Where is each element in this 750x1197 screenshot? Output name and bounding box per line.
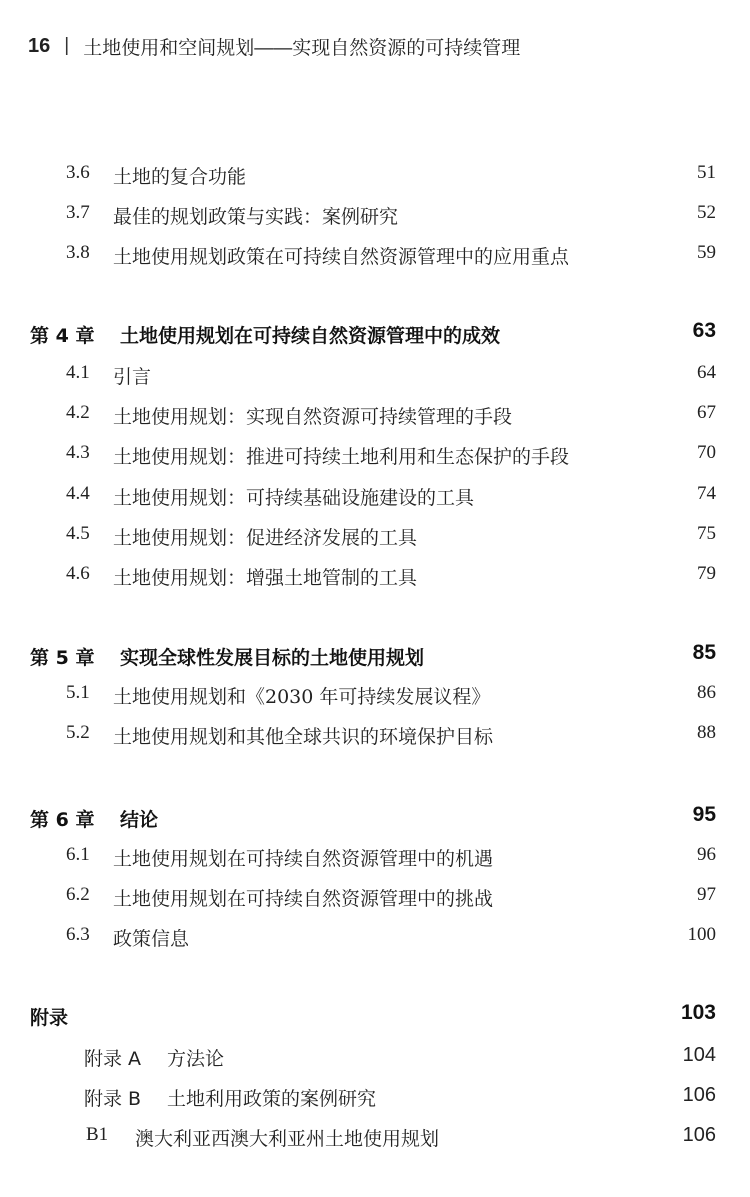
toc-chapter-6 <box>0 799 750 833</box>
page-ref: 79 <box>697 563 716 584</box>
toc-entry-5-2 <box>0 716 750 750</box>
page-ref: 86 <box>697 682 716 703</box>
section-title: 澳大利亚西澳大利亚州土地使用规划 <box>135 1128 440 1150</box>
section-number: 4.1 <box>66 362 90 383</box>
section-title: 土地使用规划：推进可持续土地利用和生态保护的手段 <box>113 446 570 468</box>
toc-entry-5-1 <box>0 676 750 710</box>
page-ref: 97 <box>697 884 716 905</box>
section-number: 3.6 <box>66 162 90 183</box>
page-ref: 104 <box>682 1044 716 1066</box>
section-title: 政策信息 <box>113 928 190 950</box>
chapter-number: 第 6 章 <box>30 809 95 831</box>
chapter-title: 土地使用规划在可持续自然资源管理中的成效 <box>120 325 501 347</box>
section-number: 4.3 <box>66 442 90 463</box>
page-ref: 63 <box>692 319 716 342</box>
page-ref: 95 <box>692 803 716 826</box>
header-separator: | <box>64 35 70 56</box>
page-ref: 100 <box>687 924 716 945</box>
page-ref: 75 <box>697 523 716 544</box>
section-number: 6.1 <box>66 844 90 865</box>
page-ref: 106 <box>682 1084 716 1106</box>
toc-appendix-a <box>0 1038 750 1072</box>
section-title: 土地使用规划政策在可持续自然资源管理中的应用重点 <box>113 246 570 268</box>
section-title: 土地使用规划：增强土地管制的工具 <box>113 567 418 589</box>
chapter-number: 第 4 章 <box>30 325 95 347</box>
toc-entry-6-2 <box>0 878 750 912</box>
section-number: 6.3 <box>66 924 90 945</box>
appendix-heading: 附录 <box>30 1007 69 1029</box>
chapter-number: 第 5 章 <box>30 647 95 669</box>
page-number: 16 <box>28 34 51 57</box>
toc-entry-4-5 <box>0 517 750 551</box>
section-title: 土地使用规划：促进经济发展的工具 <box>113 527 418 549</box>
toc-chapter-4 <box>0 315 750 349</box>
section-title: 最佳的规划政策与实践：案例研究 <box>113 206 399 228</box>
toc-entry-b1 <box>0 1118 750 1152</box>
appendix-number: 附录 B <box>84 1088 142 1110</box>
book-title: 土地使用和空间规划——实现自然资源的可持续管理 <box>83 37 521 59</box>
section-number: 4.2 <box>66 402 90 423</box>
page-ref: 59 <box>697 242 716 263</box>
toc-entry-4-1 <box>0 356 750 390</box>
page-ref: 85 <box>692 641 716 664</box>
appendix-title: 土地利用政策的案例研究 <box>167 1088 377 1110</box>
toc-entry-4-3 <box>0 436 750 470</box>
section-title: 土地使用规划和其他全球共识的环境保护目标 <box>113 726 494 748</box>
page-ref: 70 <box>697 442 716 463</box>
page-ref: 96 <box>697 844 716 865</box>
page-ref: 67 <box>697 402 716 423</box>
chapter-title: 结论 <box>120 809 159 831</box>
section-number: 5.1 <box>66 682 90 703</box>
section-title: 土地使用规划和《2030 年可持续发展议程》 <box>113 686 491 708</box>
page-ref: 106 <box>682 1124 716 1146</box>
section-title: 土地使用规划在可持续自然资源管理中的机遇 <box>113 848 494 870</box>
section-number: 6.2 <box>66 884 90 905</box>
toc-entry-6-1 <box>0 838 750 872</box>
section-title: 土地使用规划：实现自然资源可持续管理的手段 <box>113 406 513 428</box>
toc-entry-3-8 <box>0 236 750 270</box>
chapter-title: 实现全球性发展目标的土地使用规划 <box>120 647 425 669</box>
toc-entry-4-6 <box>0 557 750 591</box>
page-ref: 52 <box>697 202 716 223</box>
section-title: 土地使用规划：可持续基础设施建设的工具 <box>113 487 475 509</box>
toc-entry-3-7 <box>0 196 750 230</box>
toc-appendix-b <box>0 1078 750 1112</box>
toc-chapter-5 <box>0 637 750 671</box>
appendix-number: 附录 A <box>84 1048 142 1070</box>
page-ref: 103 <box>680 1001 716 1024</box>
appendix-title: 方法论 <box>167 1048 225 1070</box>
toc-entry-4-4 <box>0 477 750 511</box>
section-number: 3.8 <box>66 242 90 263</box>
page-ref: 88 <box>697 722 716 743</box>
toc-entry-4-2 <box>0 396 750 430</box>
section-number: 4.4 <box>66 483 90 504</box>
section-title: 引言 <box>113 366 152 388</box>
section-number: 3.7 <box>66 202 90 223</box>
page-ref: 51 <box>697 162 716 183</box>
section-title: 土地使用规划在可持续自然资源管理中的挑战 <box>113 888 494 910</box>
section-number: 4.6 <box>66 563 90 584</box>
section-title: 土地的复合功能 <box>113 166 247 188</box>
section-number: 4.5 <box>66 523 90 544</box>
toc-appendix <box>0 997 750 1031</box>
page-ref: 64 <box>697 362 716 383</box>
toc-entry-6-3 <box>0 918 750 952</box>
section-number: 5.2 <box>66 722 90 743</box>
section-number: B1 <box>86 1124 109 1145</box>
page-ref: 74 <box>697 483 716 504</box>
toc-entry-3-6 <box>0 156 750 190</box>
